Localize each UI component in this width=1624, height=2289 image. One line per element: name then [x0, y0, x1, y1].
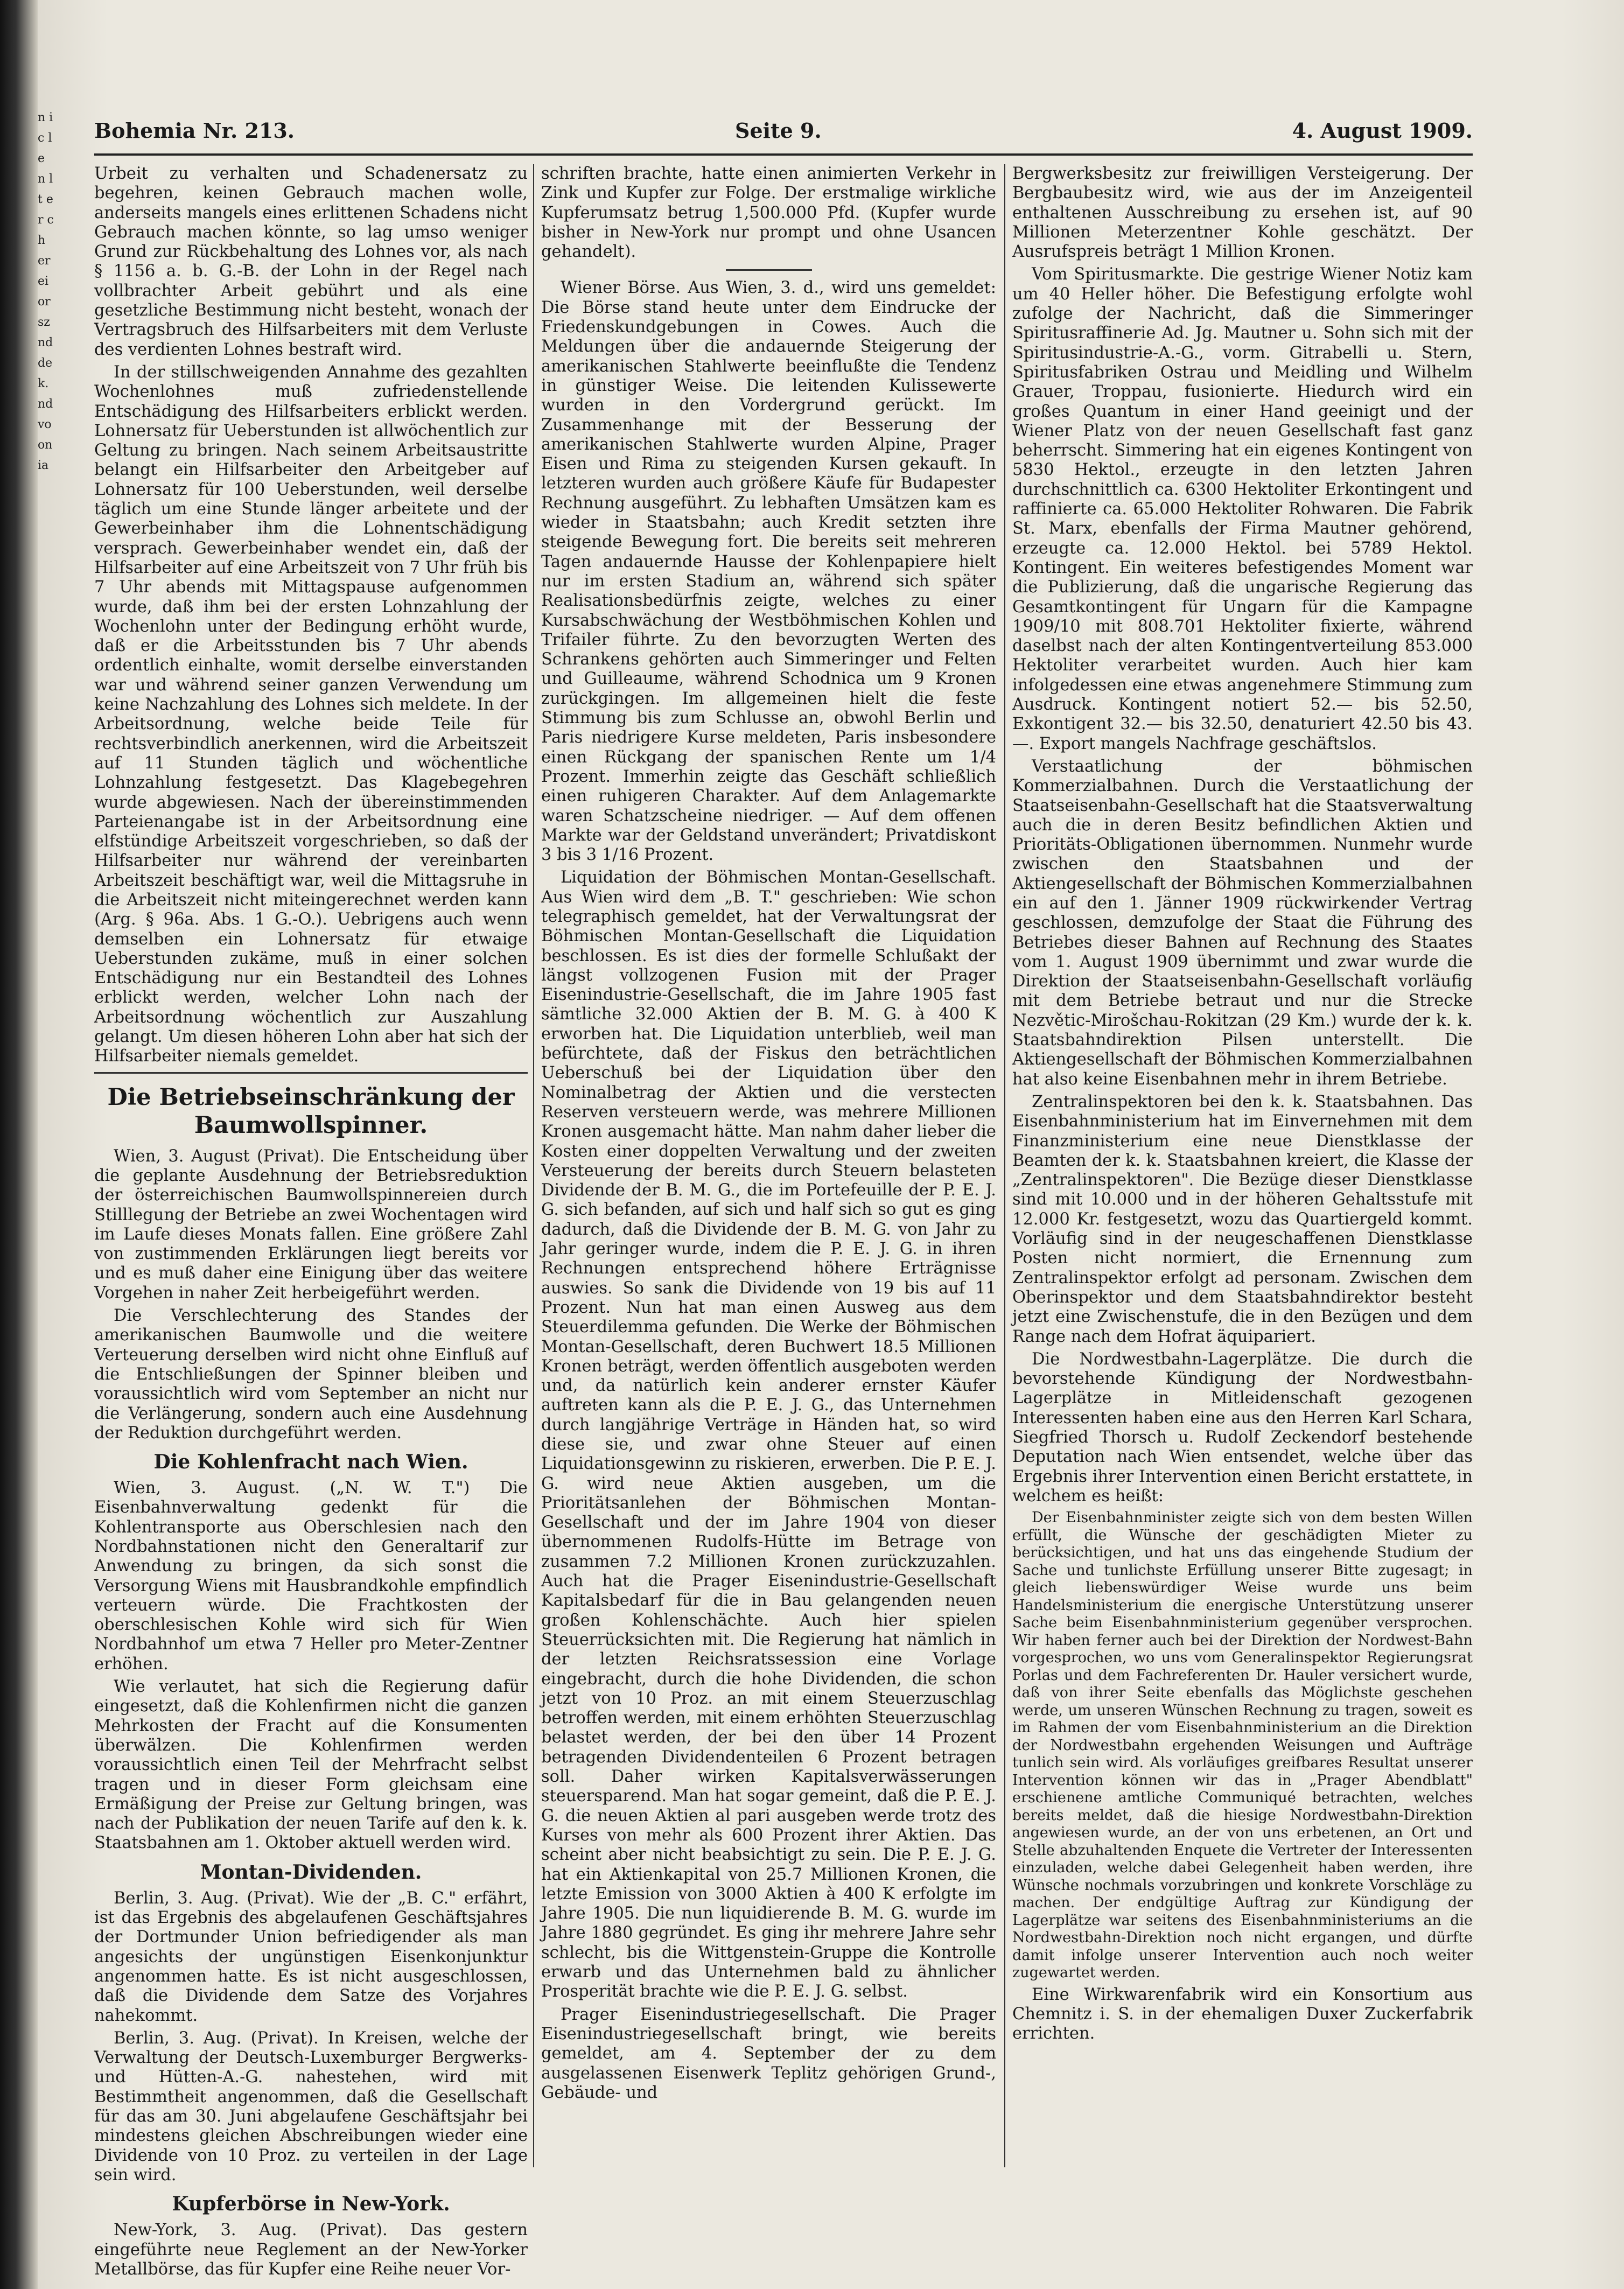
column-rule-1: [533, 164, 534, 2167]
article-text: In der stillschweigenden Annahme des gezahlten Wochenlohnes muß zufriedenstellende Entschädigung des Hilfsarbeiters erblickt werden. Lohnersatz für Ueberstunden ist allwöchentlich zur Geltung zu bringen. Nach seinem Arbeitsaustritte belangt ein Hilfsarbeiter den Arbeitgeber auf Lohnersatz für 100 Ueberstunden, weil derselbe täglich um eine Stunde länger arbeitete und der Gewerbeinhaber ihm die Lohnentschädigung versprach. Gewerbeinhaber wendet ein, daß der Hilfsarbeiter auf eine Arbeitszeit von 7 Uhr früh bis 7 Uhr abends mit Mittagspause aufgenommen wurde, daß ihm bei der ersten Lohnzahlung der Wochenlohn unter der Bedingung erhöht wurde, daß er die Arbeitsstunden bis 7 Uhr abends ordentlich einhalte, womit derselbe einverstanden war und während seiner ganzen Verwendung um keine Nachzahlung des Lohnes sich meldete. In der Arbeitsordnung, welche beide Teile für rechtsverbindlich anerkennen, wird die Arbeitszeit auf 11 Stunden täglich und wöchentliche Lohnzahlung festgesetzt. Das Klagebegehren wurde abgewiesen. Nach der übereinstimmenden Parteienangabe ist in der Arbeitsordnung eine elfstündige Arbeitszeit vorgeschrieben, so daß der Hilfsarbeiter nur während der vereinbarten Arbeitszeit beschäftigt war, weil die Mittagsruhe in die Arbeitszeit nicht miteingerechnet werden kann (Arg. § 96a. Abs. 1 G.-O.). Uebrigens auch wenn demselben ein Lohnersatz für etwaige Ueberstunden zukäme, muß in einer solchen Entschädigung nur ein Bestandteil des Lohnes erblickt werden, welcher Lohn nach der Arbeitsordnung wöchentlich zur Auszahlung gelangt. Um diesen höheren Lohn aber hat sich der Hilfsarbeiter niemals gemeldet.: [94, 362, 528, 1066]
page-header: [94, 116, 1473, 156]
page-number: Seite 9.: [735, 118, 822, 143]
article-text-nordwestbahn-report: Der Eisenbahnminister zeigte sich von dem besten Willen erfüllt, die Wünsche der geschädigten Mieter zu berücksichtigen, und hat uns das eingehende Studium der Sache und tunlichste Erfüllung unserer Bitte zugesagt; in gleich liebenswürdiger Weise wurde uns beim Handelsministerium die energische Unterstützung unserer Sache beim Eisenbahnministerium gegenüber versprochen. Wir haben ferner auch bei der Direktion der Nordwest-Bahn vorgesprochen, wo uns vom Generalinspektor Regierungsrat Porlas und dem Fachreferenten Dr. Hauler versichert wurde, daß von ihrer Seite ebenfalls das Möglichste geschehen werde, um unseren Wünschen Rechnung zu tragen, soweit es im Rahmen der vom Eisenbahnministerium an die Direktion der Nordwestbahn ergehenden Weisungen und Aufträge tunlich sein wird. Als vorläufiges greifbares Resultat unserer Intervention können wir das in „Prager Abendblatt" erschienene amtliche Communiqué betrachten, welches bereits meldet, daß die hiesige Nordwestbahn-Direktion angewiesen wurde, an der von uns erbetenen, an Ort und Stelle abzuhaltenden Enquete die Vertreter der Interessenten einzuladen, welche dabei Gelegenheit haben werden, ihre Wünsche nochmals vorzubringen und konkrete Vorschläge zu machen. Der endgültige Auftrag zur Kündigung der Lagerplätze war seitens des Eisenbahnministeriums an die Nordwestbahn-Direktion noch nicht ergangen, und dürfte damit infolge unserer Intervention auch noch weiter zugewartet werden.: [1012, 1509, 1473, 1982]
adjacent-page-fragments: n ic le n lt er ch er ei or sz nd de k. nd vo on ia: [38, 111, 54, 472]
column-1: [94, 164, 528, 2279]
article-text-liquidation: Liquidation der Böhmischen Montan-Gesellschaft. Aus Wien wird dem „B. T." geschrieben: Wie schon telegraphisch gemeldet, hat der Verwaltungsrat der Böhmischen Montan-Gesellschaft die Liquidation beschlossen. Es ist dies der formelle Schlußakt der längst vollzogenen Fusion mit der Prager Eisenindustrie-Gesellschaft, die im Jahre 1905 fast sämtliche 32.000 Aktien der B. M. G. à 400 K erworben hat. Die Liquidation unterblieb, weil man befürchtete, daß der Fiskus den beträchtlichen Ueberschuß bei der Liquidation über den Nominalbetrag der Aktien und die verstecten Reserven versteuern werde, was mehrere Millionen Kronen ausgemacht hätte. Man nahm daher lieber die Kosten einer doppelten Verwaltung und der zweiten Versteuerung der bereits durch Steuern belasteten Dividende der B. M. G., die im Portefeuille der P. E. J. G. sich befanden, auf sich und half sich so gut es ging dadurch, daß die Dividende der B. M. G. von Jahr zu Jahr geringer wurde, indem die P. E. J. G. in ihren Rechnungen entsprechend höhere Erträgnisse auswies. So sank die Dividende von 19 bis auf 11 Prozent. Nun hat man einen Ausweg aus dem Steuerdilemma gefunden. Die Werke der Böhmischen Montan-Gesellschaft, deren Buchwert 18.5 Millionen Kronen beträgt, werden öffentlich ausgeboten werden und, da natürlich kein anderer ernster Käufer auftreten kann als die P. E. J. G., das Unternehmen durch langjährige Verträge in Händen hat, so wird diese sie, und zwar ohne Steuer auf einen Liquidationsgewinn zu riskieren, erwerben. Die P. E. J. G. wird neue Aktien ausgeben, um die Prioritätsanlehen der Böhmischen Montan-Gesellschaft und der im Jahre 1904 von dieser übernommenen Rudolfs-Hütte im Betrage von zusammen 7.2 Millionen Kronen zurückzuzahlen. Auch hat die Prager Eisenindustrie-Gesellschaft Kapitalsbedarf für die in Bau gelangenden neuen großen Kohlenschächte. Auch hier spielen Steuerrücksichten mit. Die Regierung hat nämlich in der letzten Reichsratssession eine Vorlage eingebracht, durch die hohe Dividenden, die schon jetzt von 10 Proz. an mit einem Steuerzuschlag betroffen werden, mit einem erhöhten Steuerzuschlag belastet werden, der bei den über 14 Prozent betragenden Dividendenteilen 6 Prozent betragen soll. Daher wirken Kapitalsverwässerungen steuersparend. Man hat sogar gemeint, daß die P. E. J. G. die neuen Aktien al pari ausgeben werde trotz des Kurses von mehr als 600 Prozent ihrer Aktien. Das scheint aber nicht beabsichtigt zu sein. Die P. E. J. G. hat ein Aktienkapital von 25.7 Millionen Kronen, die letzte Emission von 3000 Aktien à 400 K erfolgte im Jahre 1905. Die nun liquidierende B. M. G. wurde im Jahre 1880 gegründet. Es ging ihr mehrere Jahre sehr schlecht, bis die Wittgenstein-Gruppe die Kontrolle erwarb und das Unternehmen bald zu ähnlicher Prosperität brachte wie die P. E. J. G. selbst.: [541, 868, 996, 2001]
article-text: Wie verlautet, hat sich die Regierung dafür eingesetzt, daß die Kohlenfirmen nicht die ganzen Mehrkosten der Fracht auf die Konsumenten überwälzen. Die Kohlenfirmen werden voraussichtlich einen Teil der Mehrfracht selbst tragen und in dieser Form gleichsam eine Ermäßigung der Preise zur Geltung bringen, was nach der Publikation der neuen Tarife auf den k. k. Staatsbahnen am 1. Oktober aktuell werden wird.: [94, 1677, 528, 1853]
article-text-wirkwarenfabrik: Eine Wirkwarenfabrik wird ein Konsortium aus Chemnitz i. S. in der ehemaligen Duxer Zuckerfabrik errichten.: [1012, 1985, 1473, 2043]
article-text-zentralinspektoren: Zentralinspektoren bei den k. k. Staatsbahnen. Das Eisenbahnministerium hat im Einvernehmen mit dem Finanzministerium eine neue Dienstklasse der Beamten der k. k. Staatsbahnen kreiert, die Klasse der „Zentralinspektoren". Die Bezüge dieser Dienstklasse sind mit 10.000 und in der höheren Gehaltsstufe mit 12.000 Kr. festgesetzt, wozu das Quartiergeld kommt. Vorläufig sind in der neugeschaffenen Dienstklasse Posten nicht normiert, die Ernennung zum Zentralinspektor erfolgt ad personam. Zwischen dem Oberinspektor und dem Staatsbahndirektor besteht jetzt eine Zwischenstufe, die in den Bezügen und dem Range nach dem Hofrat äquipariert.: [1012, 1092, 1473, 1346]
article-text-nordwestbahn: Die Nordwestbahn-Lagerplätze. Die durch die bevorstehende Kündigung der Nordwestbahn-Lagerplätze in Mitleidenschaft gezogenen Interessenten haben eine aus den Herren Karl Schara, Siegfried Thorsch u. Rudolf Zeckendorf bestehende Deputation nach Wien entsendet, welche über das Ergebnis ihrer Intervention einen Bericht erstattete, in welchem es heißt:: [1012, 1349, 1473, 1506]
column-rule-2: [1004, 164, 1005, 2167]
column-2: [541, 164, 996, 2167]
article-text: Bergwerksbesitz zur freiwilligen Versteigerung. Der Bergbaubesitz wird, wie aus der im Anzeigenteil enthaltenen Ausschreibung zu ersehen ist, auf 90 Millionen Meterzentner Kohle geschätzt. Der Ausrufspreis beträgt 1 Million Kronen.: [1012, 164, 1473, 262]
article-text: Berlin, 3. Aug. (Privat). Wie der „B. C." erfährt, ist das Ergebnis des abgelaufenen Geschäftsjahres der Dortmunder Union befriedigender als man angesichts der ungünstigen Eisenkonjunktur angenommen hatte. Es ist nicht ausgeschlossen, daß die Dividende dem Satze des Vorjahres nahekommt.: [94, 1888, 528, 2025]
book-spine-shadow: [0, 0, 38, 2289]
article-heading-kohlenfracht: Die Kohlenfracht nach Wien.: [153, 1451, 468, 1474]
article-text: New-York, 3. Aug. (Privat). Das gestern eingeführte neue Reglement an der New-Yorker Metallbörse, das für Kupfer eine Reihe neuer Vor-: [94, 2221, 528, 2279]
article-heading-montan-dividenden: Montan-Dividenden.: [200, 1860, 422, 1884]
article-text: Die Verschlechterung des Standes der amerikanischen Baumwolle und die weitere Verteuerung derselben wird nicht ohne Einfluß auf die Entschließungen der Spinner bleiben und voraussichtlich wird vom September an nicht nur die Verlängerung, sondern auch eine Ausdehnung der Reduktion durchgeführt werden.: [94, 1306, 528, 1443]
article-text: Urbeit zu verhalten und Schadenersatz zu begehren, keinen Gebrauch machen wolle, anderseits mangels eines erlittenen Schadens nicht Gebrauch machen könnte, so lag umso weniger Grund zur Rückbehaltung des Lohnes vor, als nach § 1156 a. b. G.-B. der Lohn in der Regel nach vollbrachter Arbeit gebührt und als eine gesetzliche Bestimmung nicht besteht, wonach der Vertragsbruch des Hilfsarbeiters mit dem Verluste des verdienten Lohnes bestraft wird.: [94, 164, 528, 359]
article-text: schriften brachte, hatte einen animierten Verkehr in Zink und Kupfer zur Folge. Der erstmalige wirkliche Kupferumsatz betrug 1,500.000 Pfd. (Kupfer wurde bisher in New-York nur prompt und ohne Usancen gehandelt).: [541, 164, 996, 262]
article-text-prager-eisen: Prager Eisenindustriegesellschaft. Die Prager Eisenindustriegesellschaft bringt, wie bereits gemeldet, am 4. September der zu dem ausgelassenen Eisenwerk Teplitz gehörigen Grund-, Gebäude- und: [541, 2005, 996, 2102]
article-heading-baumwollspinner: Die Betriebseinschränkung der Baumwollspinner.: [107, 1083, 515, 1139]
article-text: Wien, 3. August. („N. W. T.") Die Eisenbahnverwaltung gedenkt für die Kohlentransporte aus Oberschlesien nach den Nordbahnstationen nicht den Generaltarif zur Anwendung zu bringen, da sich sonst die Versorgung Wiens mit Hausbrandkohle empfindlich verteuern würde. Die Frachtkosten der oberschlesischen Kohle wird sich für Wien Nordbahnhof um etwa 7 Heller pro Meter-Zentner erhöhen.: [94, 1479, 528, 1674]
issue-date: 4. August 1909.: [1292, 118, 1473, 143]
column-3: [1012, 164, 1473, 2167]
divider: [726, 269, 812, 271]
article-text-spiritusmarkt: Vom Spiritusmarkte. Die gestrige Wiener Notiz kam um 40 Heller höher. Die Befestigung erfolgte wohl zufolge der Nachricht, daß die Simmeringer Spiritusraffinerie Ad. Jg. Mautner u. Sohn sich mit der Spiritusindustrie-A.-G., vorm. Gitrabelli u. Stern, Spiritusfabriken Ostrau und Meidling und Wilhelm Grauer, Troppau, fusionierte. Hiedurch wird ein großes Quantum in einer Hand geeinigt und der Wiener Platz von der neuen Gesellschaft fast ganz beherrscht. Simmering hat ein eigenes Kontingent von 5830 Hektol., erzeugte in den letzten Jahren durchschnittlich ca. 6300 Hektoliter Erkontingent und raffinierte ca. 65.000 Hektoliter Rohwaren. Die Fabrik St. Marx, ebenfalls der Firma Mautner gehörend, erzeugte ca. 12.000 Hektol. bei 5789 Hektol. Kontingent. Ein weiteres befestigendes Moment war die Publizierung, daß die ungarische Regierung das Gesamtkontingent für Ungarn für die Kampagne 1909/10 mit 808.701 Hektoliter fixierte, während daselbst nach der alten Kontingentverteilung 853.000 Hektoliter verarbeitet wurden. Auch hier kam infolgedessen eine etwas angenehmere Stimmung zum Ausdruck. Kontingent notiert 52.— bis 52.50, Exkontigent 32.— bis 32.50, denaturiert 42.50 bis 43.—. Export mangels Nachfrage geschäftslos.: [1012, 265, 1473, 753]
publication-number: Bohemia Nr. 213.: [94, 118, 295, 143]
article-text: Wien, 3. August (Privat). Die Entscheidung über die geplante Ausdehnung der Betriebsreduktion der österreichischen Baumwollspinnereien durch Stilllegung der Betriebe an zwei Wochentagen wird im Laufe dieses Monats fallen. Eine größere Zahl von zustimmenden Erklärungen liegt bereits vor und es muß daher eine Einigung über das weitere Vorgehen in naher Zeit herbeigeführt werden.: [94, 1146, 528, 1303]
article-text-wiener-boerse: Wiener Börse. Aus Wien, 3. d., wird uns gemeldet: Die Börse stand heute unter dem Eindrucke der Friedenskundgebungen in Cowes. Auch die Meldungen über die andauernde Steigerung der amerikanischen Stahlwerte beeinflußte die Tendenz in günstiger Weise. Die leitenden Kulissewerte wurden in den Vordergrund gerückt. Im Zusammenhange mit der Besserung der amerikanischen Stahlwerte wurden Alpine, Prager Eisen und Rima zu steigenden Kursen gekauft. In letzteren wurden auch größere Käufe für Budapester Rechnung ausgeführt. Zu lebhaften Umsätzen kam es wieder in Staatsbahn; auch Kredit setzten ihre steigende Bewegung fort. Die bereits seit mehreren Tagen andauernde Hausse der Kohlenpapiere hielt nur im ersten Stadium an, während sich später Realisationsbedürfnis zeigte, welches zu einer Kursabschwächung der Westböhmischen Kohlen und Trifailer führte. Zu den bevorzugten Werten des Schrankens gehörten auch Simmeringer und Felten und Guilleaume, während Schodnica um 9 Kronen zurückgingen. Im allgemeinen hielt die feste Stimmung bis zum Schlusse an, obwohl Berlin und Paris niedrigere Kurse meldeten, Paris insbesondere einen Rückgang der spanischen Rente um 1/4 Prozent. Immerhin zeigte das Geschäft schließlich einen ruhigeren Charakter. Auf dem Anlagemarkte waren Schatzscheine niedriger. — Auf dem offenen Markte war der Geldstand unverändert; Privatdiskont 3 bis 3 1/16 Prozent.: [541, 278, 996, 865]
divider: [94, 1072, 528, 1074]
article-text-verstaatlichung: Verstaatlichung der böhmischen Kommerzialbahnen. Durch die Verstaatlichung der Staatseisenbahn-Gesellschaft hat die Staatsverwaltung auch die in deren Besitz befindlichen Aktien und Prioritäts-Obligationen übernommen. Nunmehr wurde zwischen den Staatsbahnen und der Aktiengesellschaft der Böhmischen Kommerzialbahnen ein auf den 1. Jänner 1909 rückwirkender Vertrag geschlossen, demzufolge der Staat die Führung des Betriebes dieser Bahnen auf Rechnung des Staates vom 1. August 1909 übernimmt und zwar wurde die Direktion der Staatseisenbahn-Gesellschaft vorläufig mit dem Betriebe betraut und nur die Strecke Nezvětic-Mirošchau-Rokitzan (29 Km.) wurde der k. k. Staatsbahndirektion Pilsen unterstellt. Die Aktiengesellschaft der Böhmischen Kommerzialbahnen hat also keine Eisenbahnen mehr in ihrem Betriebe.: [1012, 757, 1473, 1089]
article-text: Berlin, 3. Aug. (Privat). In Kreisen, welche der Verwaltung der Deutsch-Luxemburger Bergwerks- und Hütten-A.-G. nahestehen, wird mit Bestimmtheit angenommen, daß die Gesellschaft für das am 30. Juni abgelaufene Geschäftsjahr bei mindestens gleichen Abschreibungen wieder eine Dividende von 10 Proz. zu verteilen in der Lage sein wird.: [94, 2028, 528, 2185]
article-heading-kupferboerse: Kupferbörse in New-York.: [172, 2193, 450, 2216]
